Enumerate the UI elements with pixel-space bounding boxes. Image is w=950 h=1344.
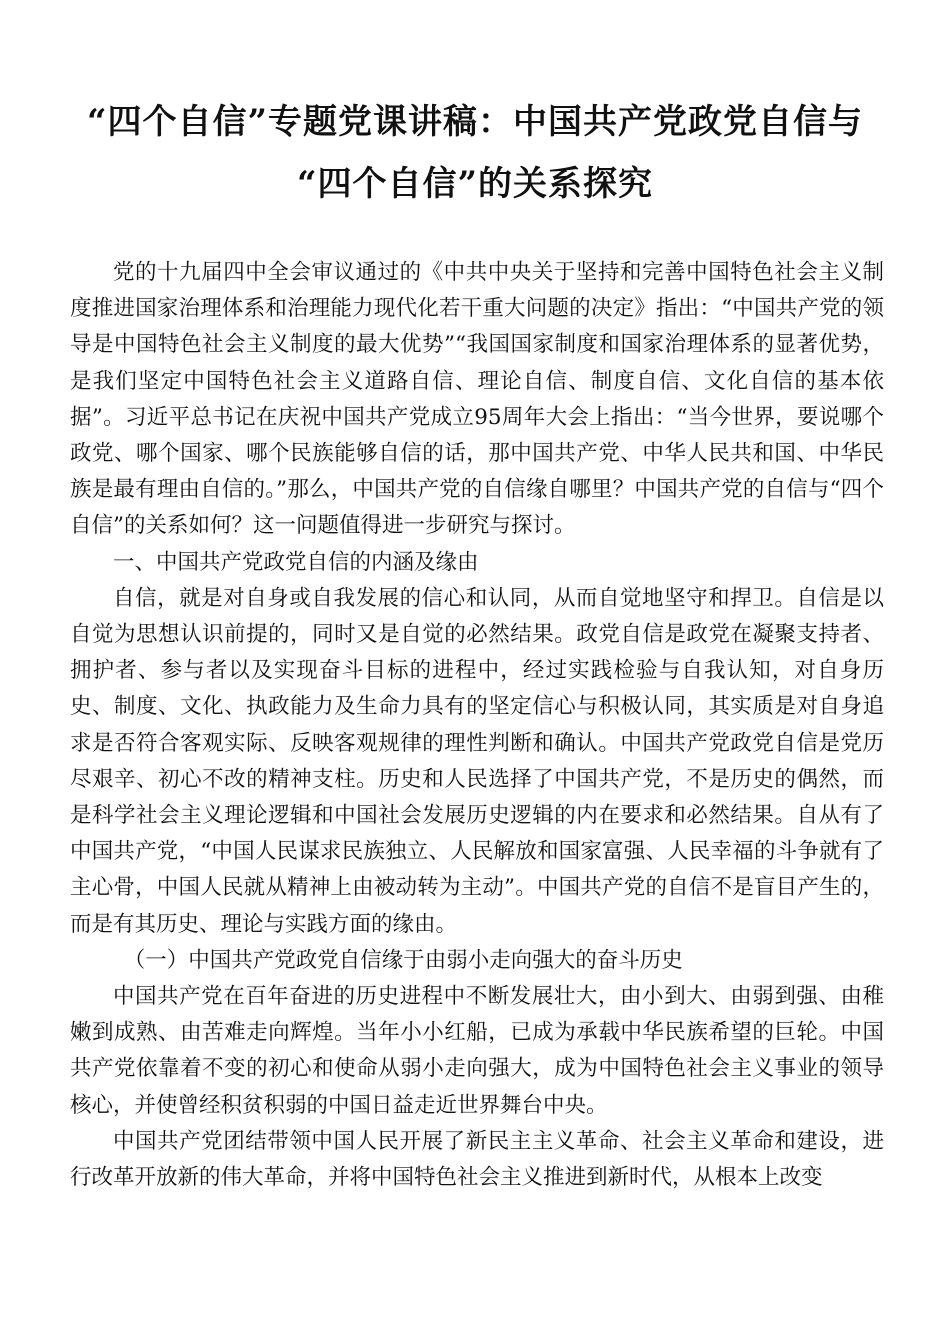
body-paragraph: 自信，就是对自身或自我发展的信心和认同，从而自觉地坚守和捍卫。自信是以自觉为思想认识前提的，同时又是自觉的必然结果。政党自信是政党在凝聚支持者、拥护者、参与者以及实现奋斗目标的进程中，经过实践检验与自我认知，对自身历史、制度、文化、执政能力及生命力具有的坚定信心与积极认同，其实质是对自身追求是否符合客观实际、反映客观规律的理性判断和确认。中国共产党政党自信是党历尽艰辛、初心不改的精神支柱。历史和人民选择了中国共产党，不是历史的偶然，而是科学社会主义理论逻辑和中国社会发展历史逻辑的内在要求和必然结果。自从有了中国共产党，“中国人民谋求民族独立、人民解放和国家富强、人民幸福的斗争就有了主心骨，中国人民就从精神上由被动转为主动”。中国共产党的自信不是盲目产生的，而是有其历史、理论与实践方面的缘由。 (70, 585, 884, 937)
document-title-line-1: “四个自信”专题党课讲稿：中国共产党政党自信与 (86, 102, 864, 142)
body-paragraph: 中国共产党团结带领中国人民开展了新民主主义革命、社会主义革命和建设，进行改革开放新的伟大革命，并将中国特色社会主义推进到新时代，从根本上改变 (70, 1128, 884, 1191)
subsection-heading: （一）中国共产党政党自信缘于由弱小走向强大的奋斗历史 (123, 947, 683, 973)
section-heading: 一、中国共产党政党自信的内涵及缘由 (113, 549, 479, 575)
document-body (70, 255, 884, 1196)
document-title-line-2: “四个自信”的关系探究 (296, 164, 654, 204)
body-paragraph: 中国共产党在百年奋进的历史进程中不断发展壮大，由小到大、由弱到强、由稚嫩到成熟、由苦难走向辉煌。当年小小红船，已成为承载中华民族希望的巨轮。中国共产党依靠着不变的初心和使命从弱小走向强大，成为中国特色社会主义事业的领导核心，并使曾经积贫积弱的中国日益走近世界舞台中央。 (70, 984, 884, 1118)
body-paragraph: 党的十九届四中全会审议通过的《中共中央关于坚持和完善中国特色社会主义制度推进国家治理体系和治理能力现代化若干重大问题的决定》指出：“中国共产党的领导是中国特色社会主义制度的最大优势”“我国国家制度和国家治理体系的显著优势，是我们坚定中国特色社会主义道路自信、理论自信、制度自信、文化自信的基本依据”。习近平总书记在庆祝中国共产党成立95周年大会上指出：“当今世界，要说哪个政党、哪个国家、哪个民族能够自信的话，那中国共产党、中华人民共和国、中华民族是最有理由自信的。”那么，中国共产党的自信缘自哪里？中国共产党的自信与“四个自信”的关系如何？这一问题值得进一步研究与探讨。 (70, 260, 884, 539)
